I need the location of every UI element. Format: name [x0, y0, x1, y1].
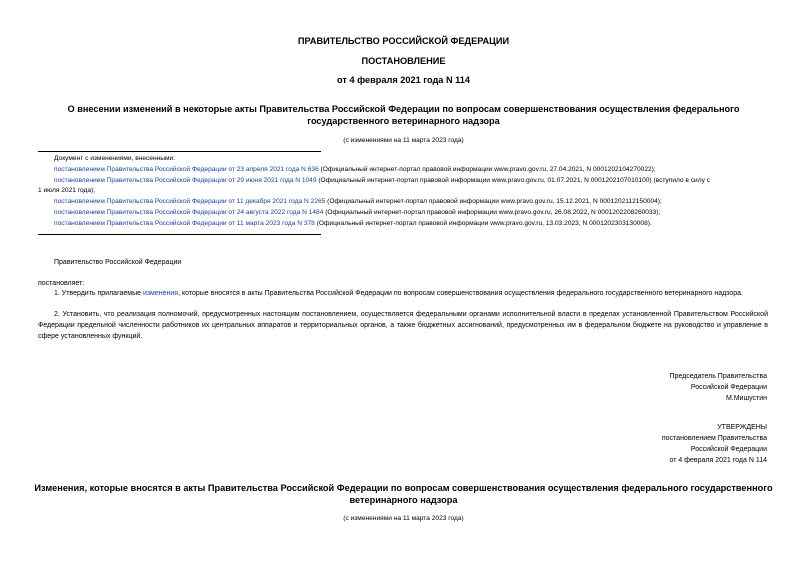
annex-title-line2: ветеринарного надзора — [349, 495, 458, 505]
amendments-intro: Документ с изменениями, внесенными: — [54, 155, 176, 162]
signature-name: М.Мишустин — [725, 395, 767, 402]
changes-link[interactable]: изменения — [142, 290, 179, 297]
amendment-link[interactable]: постановлением Правительства Российской Федерации от 23 апреля 2021 года N 636 — [54, 166, 319, 173]
amendment-link[interactable]: постановлением Правительства Российской Федерации от 24 августа 2022 года N 1484 — [54, 209, 324, 216]
approved-block — [662, 422, 767, 466]
approved-org: Российской Федерации — [690, 446, 767, 453]
document-type: ПОСТАНОВЛЕНИЕ — [361, 56, 446, 66]
signature-org: Российской Федерации — [690, 384, 767, 391]
changes-note: (с изменениями на 11 марта 2023 года) — [343, 137, 464, 144]
amendment-source: (Официальный интернет-портал правовой информации www.pravo.gov.ru, 13.03.2023, N 0001202303130008). — [314, 220, 652, 227]
amendment-link[interactable]: постановлением Правительства Российской Федерации от 29 июня 2021 года N 1049 — [54, 177, 317, 184]
amendment-source: (Официальный интернет-портал правовой информации www.pravo.gov.ru, 15.12.2021, N 0001202112150004); — [325, 198, 662, 205]
document-title-line1: О внесении изменений в некоторые акты Правительства Российской Федерации по вопросам совершенствования осуществления федерального — [67, 104, 740, 114]
annex-changes-note: (с изменениями на 11 марта 2023 года) — [343, 515, 464, 522]
document-date-number: от 4 февраля 2021 года N 114 — [337, 75, 470, 85]
decrees-word: постановляет: — [38, 280, 85, 287]
approved-date: от 4 февраля 2021 года N 114 — [669, 457, 767, 464]
amendment-item — [54, 220, 652, 227]
amendment-source: (Официальный интернет-портал правовой информации www.pravo.gov.ru, 01.07.2021, N 0001202107010100) (вступило в силу с — [316, 177, 711, 184]
top-divider — [38, 151, 321, 152]
amendment-item — [54, 177, 710, 184]
paragraph-1: 1. Утвердить прилагаемые изменения, которые вносятся в акты Правительства Российской Федерации по вопросам совершенствования осуществления федерального государственного ветеринарного надзора. — [54, 290, 743, 297]
amendment-source: (Официальный интернет-портал правовой информации www.pravo.gov.ru, 26.08.2022, N 0001202208260033); — [323, 209, 661, 216]
issuing-body: Правительство Российской Федерации — [54, 259, 182, 266]
amendment-item — [54, 209, 660, 216]
annex-title-line1: Изменения, которые вносятся в акты Правительства Российской Федерации по вопросам совершенствования осуществления федерального государственного — [34, 483, 773, 493]
approved-heading: УТВЕРЖДЕНЫ — [717, 424, 767, 431]
document-title-line2: государственного ветеринарного надзора — [307, 116, 500, 126]
amendment-link[interactable]: постановлением Правительства Российской Федерации от 11 марта 2023 года N 378 — [54, 220, 315, 227]
amendment-link[interactable]: постановлением Правительства Российской Федерации от 11 декабря 2021 года N 2265 — [54, 198, 326, 205]
paragraph-2: 2. Установить, что реализация полномочий, предусмотренных настоящим постановлением, осуществляется федеральными органами исполнительной власти в пределах установленной Правительством Российской Федерации предельной численности работников их центральных аппаратов и территориальных органов, а также бюджетных ассигнований, предусмотренных им в федеральном бюджете на руководство и управление в сфере установленных функций. — [38, 311, 768, 340]
amendment-item — [54, 198, 662, 205]
amendment-item — [54, 166, 656, 173]
bottom-divider — [38, 234, 321, 235]
approved-by: постановлением Правительства — [661, 435, 767, 442]
signature-block — [670, 371, 767, 404]
amendment-item-continuation: 1 июля 2021 года); — [38, 187, 96, 194]
signature-title: Председатель Правительства — [669, 373, 767, 380]
amendment-source: (Официальный интернет-портал правовой информации www.pravo.gov.ru, 27.04.2021, N 0001202104270022); — [318, 166, 656, 173]
government-heading: ПРАВИТЕЛЬСТВО РОССИЙСКОЙ ФЕДЕРАЦИИ — [297, 36, 510, 46]
